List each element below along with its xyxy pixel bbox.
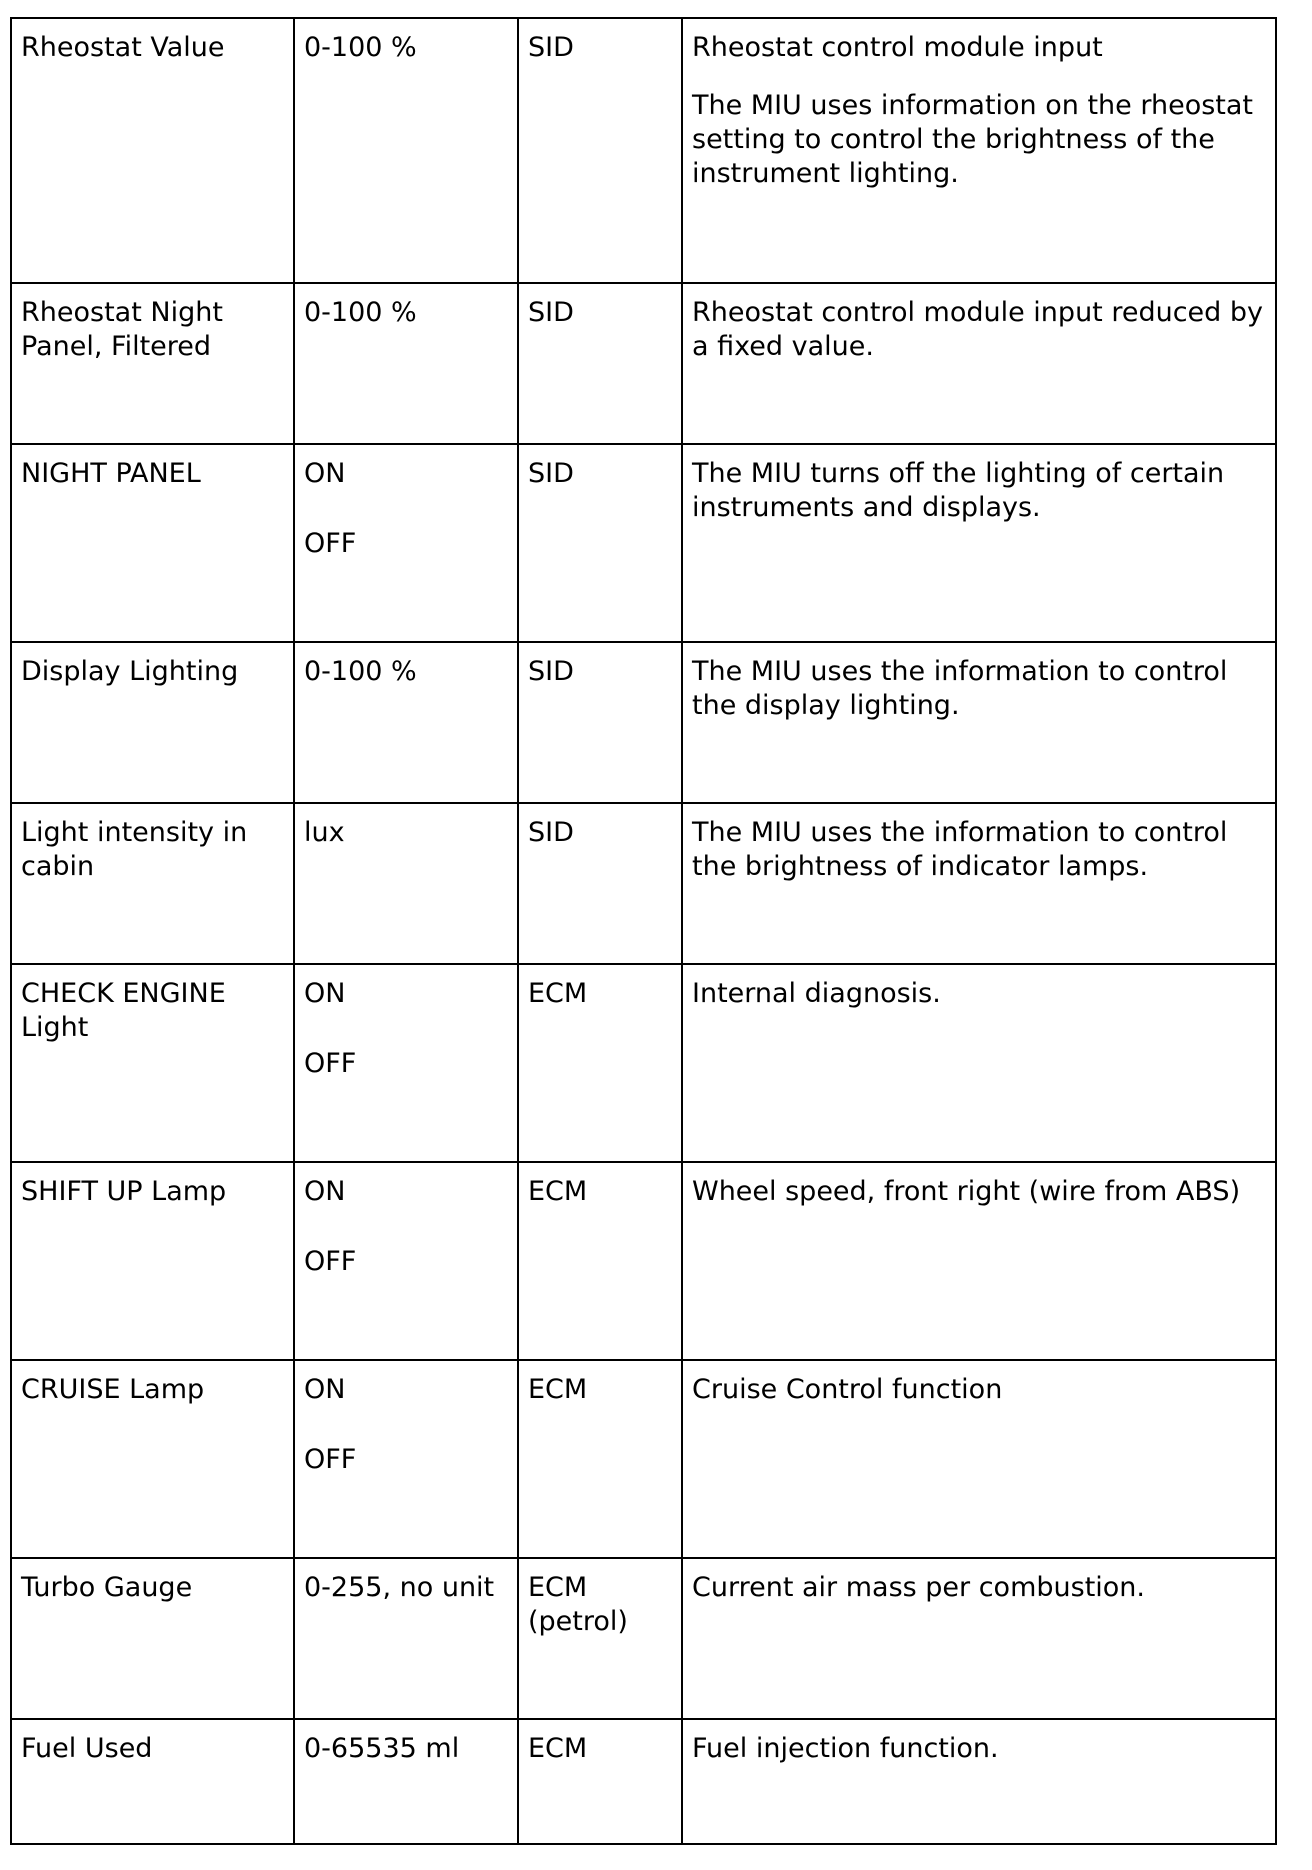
signal-name: SHIFT UP Lamp (21, 1176, 227, 1207)
table-row (11, 1360, 1276, 1558)
value-range-cell (294, 283, 518, 444)
value-range: 0-100 % (304, 297, 417, 328)
signal-source: ECM (528, 1733, 588, 1764)
signal-table (10, 17, 1277, 1845)
signal-source-cell (518, 1719, 682, 1844)
signal-name-cell (11, 964, 294, 1162)
value-range: 0-100 % (304, 656, 417, 687)
signal-name: Display Lighting (21, 656, 239, 687)
description-text: The MIU turns off the lighting of certain instruments and displays. (692, 458, 1225, 523)
signal-name: Rheostat Night Panel, Filtered (21, 297, 223, 362)
description-text: Cruise Control function (692, 1374, 1003, 1405)
value-range-cell (294, 1719, 518, 1844)
value-range-cell (294, 803, 518, 964)
value-range: lux (304, 817, 345, 848)
value-range-cell (294, 444, 518, 642)
signal-source-cell (518, 803, 682, 964)
description-text: Fuel injection function. (692, 1733, 999, 1764)
value-range-on: ON (304, 1374, 346, 1405)
description-text: The MIU uses the information to control the brightness of indicator lamps. (692, 817, 1228, 882)
value-range: 0-65535 ml (304, 1733, 460, 1764)
table-row (11, 18, 1276, 283)
table-row (11, 1719, 1276, 1844)
signal-source: SID (528, 32, 574, 63)
description-text: Current air mass per combustion. (692, 1572, 1146, 1603)
table-row (11, 642, 1276, 803)
value-range-off: OFF (304, 528, 357, 559)
signal-name: NIGHT PANEL (21, 458, 201, 489)
signal-name-cell (11, 1558, 294, 1719)
value-range-on: ON (304, 458, 346, 489)
value-range-off: OFF (304, 1444, 357, 1475)
signal-source-cell (518, 1360, 682, 1558)
signal-name-cell (11, 1719, 294, 1844)
value-range: 0-255, no unit (304, 1572, 495, 1603)
table-row (11, 1558, 1276, 1719)
signal-source-cell (518, 964, 682, 1162)
description-text: Wheel speed, front right (wire from ABS) (692, 1176, 1241, 1207)
table-row (11, 444, 1276, 642)
description-cell (682, 642, 1276, 803)
description-text: Rheostat control module input reduced by a fixed value. (692, 297, 1264, 362)
description-cell (682, 444, 1276, 642)
description-cell (682, 803, 1276, 964)
signal-source: ECM (528, 1176, 588, 1207)
description-cell (682, 283, 1276, 444)
description-text: Rheostat control module input (692, 32, 1103, 63)
signal-source: SID (528, 656, 574, 687)
signal-source: ECM (528, 978, 588, 1009)
value-range-cell (294, 964, 518, 1162)
signal-source-cell (518, 1558, 682, 1719)
description-cell (682, 1719, 1276, 1844)
value-range-cell (294, 642, 518, 803)
value-range-on: ON (304, 1176, 346, 1207)
table-row (11, 803, 1276, 964)
signal-source-cell (518, 283, 682, 444)
value-range-on: ON (304, 978, 346, 1009)
description-cell (682, 1558, 1276, 1719)
value-range: 0-100 % (304, 32, 417, 63)
signal-name-cell (11, 283, 294, 444)
signal-source-cell (518, 444, 682, 642)
signal-name: CHECK ENGINE Light (21, 978, 226, 1043)
value-range-cell (294, 1162, 518, 1360)
table-row (11, 964, 1276, 1162)
signal-source: SID (528, 817, 574, 848)
signal-name-cell (11, 1360, 294, 1558)
description-text: The MIU uses the information to control the display lighting. (692, 656, 1228, 721)
signal-name-cell (11, 803, 294, 964)
signal-name-cell (11, 1162, 294, 1360)
signal-name-cell (11, 642, 294, 803)
description-cell (682, 18, 1276, 283)
signal-source-cell (518, 1162, 682, 1360)
description-cell (682, 1360, 1276, 1558)
signal-name-cell (11, 444, 294, 642)
signal-name: CRUISE Lamp (21, 1374, 205, 1405)
signal-source: ECM (528, 1374, 588, 1405)
signal-source: SID (528, 297, 574, 328)
value-range-cell (294, 1360, 518, 1558)
value-range-off: OFF (304, 1048, 357, 1079)
signal-name: Fuel Used (21, 1733, 153, 1764)
description-text: The MIU uses information on the rheostat setting to control the brightness of the instrument lighting. (692, 90, 1254, 189)
table-row (11, 283, 1276, 444)
value-range-cell (294, 18, 518, 283)
description-text: Internal diagnosis. (692, 978, 941, 1009)
signal-name: Rheostat Value (21, 32, 225, 63)
signal-name-cell (11, 18, 294, 283)
signal-name: Light intensity in cabin (21, 817, 248, 882)
description-cell (682, 964, 1276, 1162)
table-row (11, 1162, 1276, 1360)
signal-source: SID (528, 458, 574, 489)
description-cell (682, 1162, 1276, 1360)
signal-name: Turbo Gauge (21, 1572, 193, 1603)
signal-source-cell (518, 18, 682, 283)
value-range-off: OFF (304, 1246, 357, 1277)
value-range-cell (294, 1558, 518, 1719)
signal-source-cell (518, 642, 682, 803)
signal-source: ECM (petrol) (528, 1572, 628, 1637)
